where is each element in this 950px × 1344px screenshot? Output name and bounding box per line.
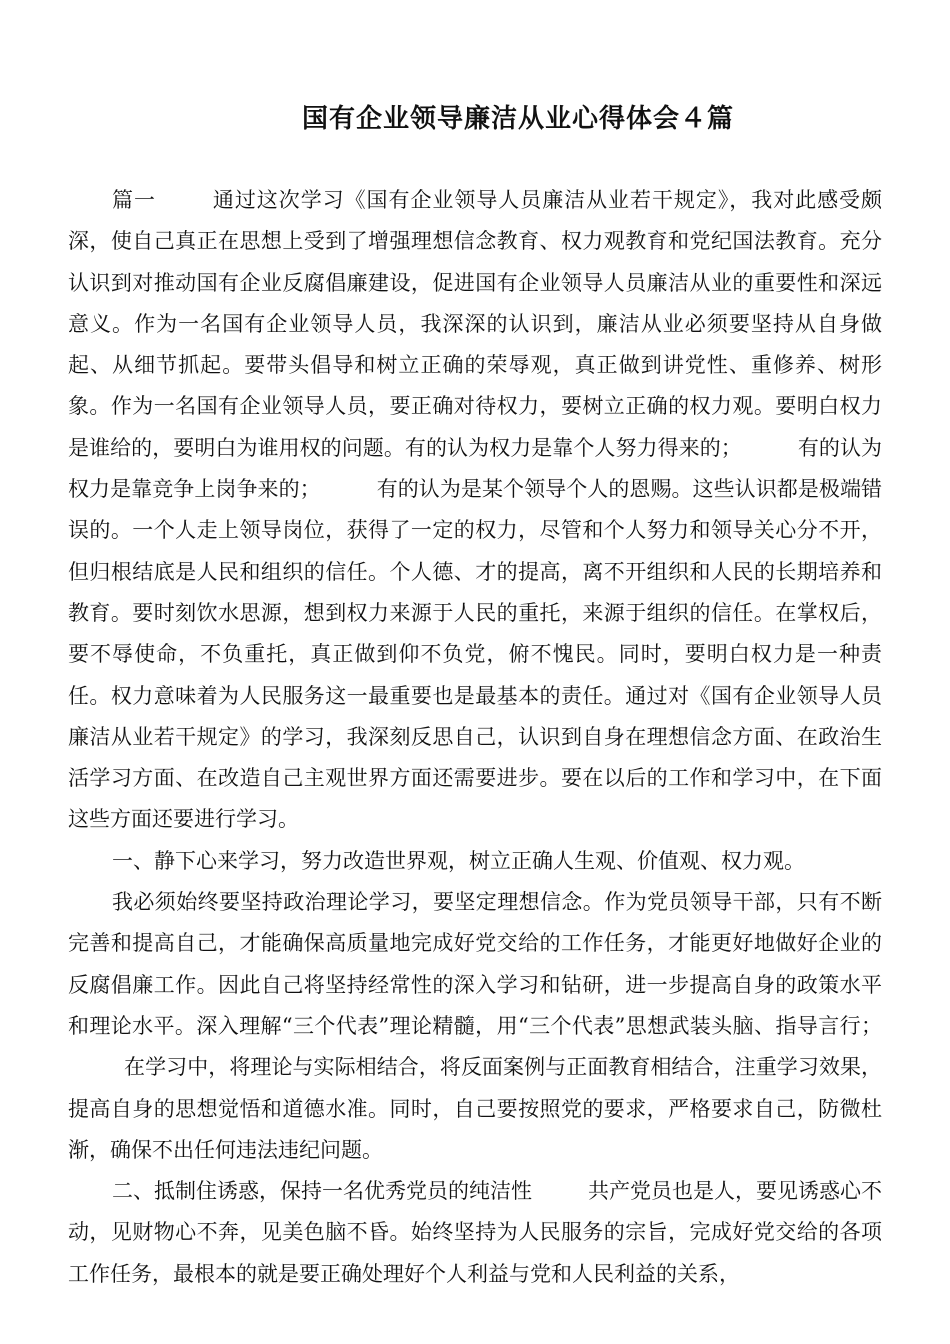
paragraph-lead: 篇一: [112, 188, 156, 212]
paragraph-1: [68, 180, 882, 841]
paragraph-4: [68, 1171, 882, 1295]
paragraph-2: [68, 841, 882, 882]
section-heading: 二、抵制住诱惑，保持一名优秀党员的纯洁性: [112, 1179, 532, 1204]
paragraph-text: 通过这次学习《国有企业领导人员廉洁从业若干规定》，我对此感受颇深，使自己真正在思想上受到了增强理想信念教育、权力观教育和党纪国法教育。充分认识到对推动国有企业反腐倡廉建设，促进国有企业领导人员廉洁从业的重要性和深远意义。作为一名国有企业领导人员，我深深的认识到，廉洁从业必须要坚持从自身做起、从细节抓起。要带头倡导和树立正确的荣辱观，真正做到讲党性、重修养、树形象。作为一名国有企业领导人员，要正确对待权力，要树立正确的权力观。要明白权力是谁给的，要明白为谁用权的问题。有的认为权力是靠个人努力得来的；: [68, 188, 883, 460]
document-body: [68, 180, 882, 1295]
paragraph-3: [68, 882, 882, 1171]
paragraph-text: 共产党员也是人，要见诱惑心不动，见财物心不奔，见美色脑不昏。始终坚持为人民服务的宗旨，完成好党交给的各项工作任务，最根本的就是要正确处理好个人利益与党和人民利益的关系，: [68, 1179, 882, 1286]
paragraph-text: 有的认为是某个领导个人的恩赐。这些认识都是极端错误的。一个人走上领导岗位，获得了一定的权力，尽管和个人努力和领导关心分不开，但归根结底是人民和组织的信任。个人德、才的提高，离不开组织和人民的长期培养和教育。要时刻饮水思源，想到权力来源于人民的重托，来源于组织的信任。在掌权后，要不辱使命，不负重托，真正做到仰不负党，俯不愧民。同时，要明白权力是一种责任。权力意味着为人民服务这一最重要也是最基本的责任。通过对《国有企业领导人员廉洁从业若干规定》的学习，我深刻反思自己，认识到自身在理想信念方面、在政治生活学习方面、在改造自己主观世界方面还需要进步。要在以后的工作和学习中，在下面这些方面还要进行学习。: [68, 477, 883, 832]
document-title: 国有企业领导廉洁从业心得体会４篇: [301, 104, 734, 134]
paragraph-text: 有的认为权力是靠竞争上岗争来的；: [68, 435, 883, 502]
paragraph-text: 在学习中，将理论与实际相结合，将反面案例与正面教育相结合，注重学习效果，提高自身的思想觉悟和道德水准。同时，自己要按照党的要求，严格要求自己，防微杜渐，确保不出任何违法违纪问题。: [68, 1055, 882, 1162]
section-heading: 一、静下心来学习，努力改造世界观，树立正确人生观、价值观、权力观。: [112, 848, 805, 873]
paragraph-text: 我必须始终要坚持政治理论学习，要坚定理想信念。作为党员领导干部，只有不断完善和提高自己，才能确保高质量地完成好党交给的工作任务，才能更好地做好企业的反腐倡廉工作。因此自己将坚持经常性的深入学习和钻研，进一步提高自身的政策水平和理论水平。深入理解“三个代表”理论精髓，用“三个代表”思想武装头脑、指导言行；: [68, 890, 882, 1038]
